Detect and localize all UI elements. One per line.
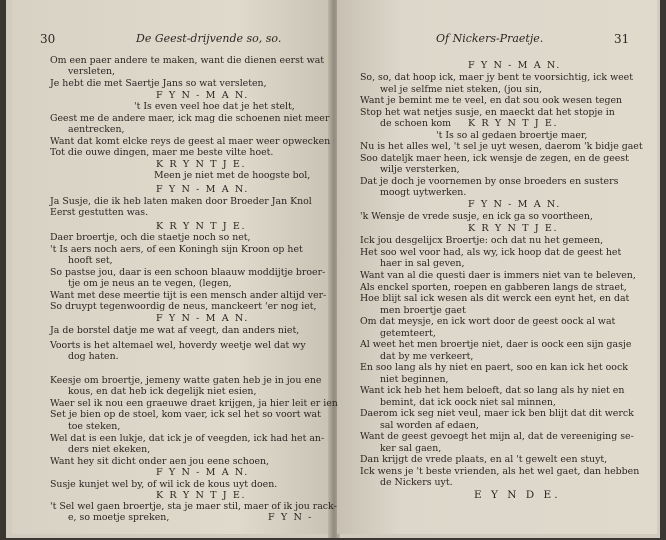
text-line: kous, en dat heb ick degelijk niet esien, xyxy=(68,386,257,397)
speaker-name: F Y N - M A N. xyxy=(156,90,249,101)
left-running-head: De Geest-drijvende so, so. xyxy=(136,32,282,45)
text-line: Want je bemint me te veel, en dat sou ook wesen tegen xyxy=(360,95,623,106)
text-line: Want dat komt elcke reys de geest al maer weer opwecken xyxy=(50,136,331,147)
text-line: ker sal gaen, xyxy=(380,443,442,454)
text-line: So, so, dat hoop ick, maer jy bent te voorsichtig, ick weet xyxy=(360,72,633,83)
text-line: En soo lang als hy niet en paert, soo en kan ick het oock xyxy=(360,362,628,373)
speaker-name: K R Y N T J E. xyxy=(468,118,559,129)
text-line: Want de geest gevoegt het mijn al, dat de vereeniging se- xyxy=(360,431,634,442)
text-line: So pastse jou, daar is een schoon blaauw moddijtje broer- xyxy=(50,267,326,278)
speaker-name: F Y N - M A N. xyxy=(156,467,249,478)
text-line: 't Is even veel hoe dat je het stelt, xyxy=(134,101,295,112)
text-line: haer in sal geven, xyxy=(380,258,465,269)
speaker-name: K R Y N T J E. xyxy=(156,159,247,170)
catchword: F Y N - xyxy=(268,512,313,523)
text-line: hooft set, xyxy=(68,255,113,266)
right-running-head: Of Nickers-Praetje. xyxy=(436,32,544,45)
text-line: dog haten. xyxy=(68,351,119,362)
text-line: 't Is aers noch aers, of een Koningh sijn Kroon op het xyxy=(50,244,303,255)
text-line: Je hebt die met Saertje Jans so wat versleten, xyxy=(50,78,267,89)
text-line: ders niet ekeken, xyxy=(68,444,151,455)
text-line: Soo dateljk maer heen, ick wensje de zegen, en de geest xyxy=(360,153,629,164)
text-line: Want ick heb het hem beloeft, dat so lang als hy niet en xyxy=(360,385,625,396)
text-line: versleten, xyxy=(68,66,116,77)
text-line: Om dat meysje, en ick wort door de geest oock al wat xyxy=(360,316,616,327)
right-page-number: 31 xyxy=(614,32,630,46)
text-line: Wel dat is een lukje, dat ick je of veegden, ick had het an- xyxy=(50,433,325,444)
text-line: Daerom ick seg niet veul, maer ick ben blijt dat dit werck xyxy=(360,408,634,419)
speaker-name: F Y N - M A N. xyxy=(468,199,561,210)
speaker-name: K R Y N T J E. xyxy=(468,223,559,234)
text-line: moogt uytwerken. xyxy=(380,187,467,198)
text-line: Geest me de andere maer, ick mag die schoenen niet meer xyxy=(50,113,330,124)
text-line: So druypt tegenwoordig de neus, manckeert 'er nog iet, xyxy=(50,301,317,312)
text-line: Want van al die questi daer is immers niet van te beleven, xyxy=(360,270,636,281)
text-line: Eerst gestutten was. xyxy=(50,207,149,218)
text-line: e, so moetje spreken, xyxy=(68,512,170,523)
text-line: Om een paer andere te maken, want die dienen eerst wat xyxy=(50,55,325,66)
text-line: Als enckel sporten, roepen en gabberen langs de straet, xyxy=(360,282,627,293)
text-line: Meen je niet met de hoogste bol, xyxy=(154,170,311,181)
text-line: Dan krijgt de vrede plaats, en al 't gewelt een stuyt, xyxy=(360,454,608,465)
text-line: Het soo wel voor had, als wy, ick hoop dat de geest het xyxy=(360,247,622,258)
speaker-name: F Y N - M A N. xyxy=(468,60,561,71)
speaker-name: F Y N - M A N. xyxy=(156,184,249,195)
text-line: de schoen kom xyxy=(380,118,452,129)
text-line: Keesje om broertje, jemeny watte gaten heb je in jou ene xyxy=(50,375,322,386)
left-page-number: 30 xyxy=(40,32,56,46)
text-line: Want met dese meertie tijt is een mensch ander altijd ver- xyxy=(50,290,327,301)
text-line: 'k Wensje de vrede susje, en ick ga so voortheen, xyxy=(360,211,593,222)
text-line: getemteert, xyxy=(380,328,436,339)
text-line: Dat je doch je voornemen by onse broeders en susters xyxy=(360,176,619,187)
text-line: niet beginnen, xyxy=(380,374,449,385)
text-line: bemint, dat ick oock niet sal minnen, xyxy=(380,397,556,408)
text-line: 't Is so al gedaen broertje maer, xyxy=(436,130,588,141)
text-line: Stop het wat netjes susje, en maeckt dat het stopje in xyxy=(360,107,615,118)
text-line: Waer sel ik nou een graeuwe draet krijgen, ja hier leit er ien xyxy=(50,398,338,409)
text-line: 't Sel wel gaen broertje, sta je maer stil, maer of ik jou rack- xyxy=(50,501,337,512)
text-line: Want hey sit dicht onder aen jou eene schoen, xyxy=(50,456,270,467)
speaker-name: K R Y N T J E. xyxy=(156,221,247,232)
text-line: aentrecken, xyxy=(68,124,125,135)
text-line: Ja de borstel datje me wat af veegt, dan anders niet, xyxy=(50,325,300,336)
text-line: wilje versterken, xyxy=(380,164,460,175)
text-line: wel je selfme niet steken, (jou sin, xyxy=(380,84,542,95)
text-line: Ick wens je 't beste vrienden, als het wel gaet, dan hebben xyxy=(360,466,640,477)
text-line: de Nickers uyt. xyxy=(380,477,453,488)
speaker-name: F Y N - M A N. xyxy=(156,313,249,324)
text-line: Hoe blijt sal ick wesen als dit werck een eynt het, en dat xyxy=(360,293,630,304)
speaker-name: K R Y N T J E. xyxy=(156,490,247,501)
text-line: Nu is het alles wel, 't sel je uyt wesen, daerom 'k bidje gaet xyxy=(360,141,643,152)
text-line: Ja Susje, die ik heb laten maken door Broeder Jan Knol xyxy=(50,196,312,207)
text-line: Tot die ouwe dingen, maer me beste vilte hoet. xyxy=(50,147,274,158)
text-line: men broertje gaet xyxy=(380,305,466,316)
text-line: Al weet het men broertje niet, daer is oock een sijn gasje xyxy=(360,339,632,350)
text-line: sal worden af edaen, xyxy=(380,420,479,431)
open-book xyxy=(6,0,660,538)
text-line: Ick jou desgelijcx Broertje: och dat nu het gemeen, xyxy=(360,235,604,246)
text-line: dat by me verkeert, xyxy=(380,351,474,362)
text-line: Susje kunjet wel by, of wil ick de kous uyt doen. xyxy=(50,479,278,490)
text-line: Voorts is het altemael wel, hoverdy weetje wel dat wy xyxy=(50,340,306,351)
text-line: tje om je neus an te vegen, (legen, xyxy=(68,278,232,289)
text-line: Set je bien op de stoel, kom vaer, ick sel het so voort wat xyxy=(50,409,321,420)
text-line: toe steken, xyxy=(68,421,121,432)
text-line: Daer broertje, och die staetje noch so net, xyxy=(50,232,251,243)
end-marker: E Y N D E. xyxy=(474,489,561,501)
